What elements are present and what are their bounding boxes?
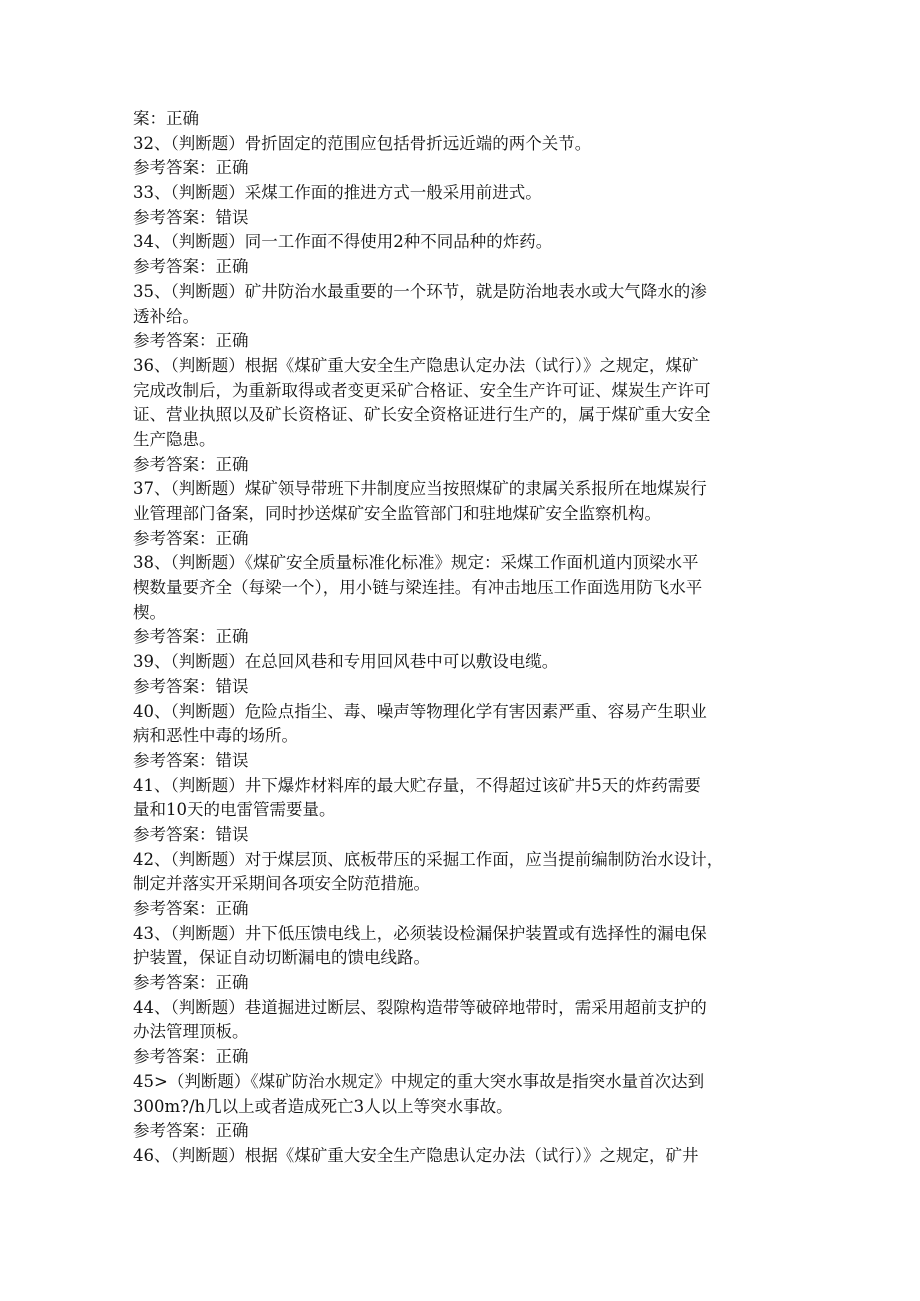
question-38-cont: 楔数量要齐全（每梁一个），用小链与梁连挂。有冲击地压工作面选用防飞水平 xyxy=(133,578,703,598)
question-38-cont: 楔。 xyxy=(133,602,166,622)
question-41: 41、（判断题）井下爆炸材料库的最大贮存量，不得超过该矿井5天的炸药需要 xyxy=(133,775,701,795)
answer-37: 参考答案：正确 xyxy=(133,528,249,548)
answer-43: 参考答案：正确 xyxy=(133,973,249,993)
question-40: 40、（判断题）危险点指尘、毒、噪声等物理化学有害因素严重、容易产生职业 xyxy=(133,701,707,721)
answer-33: 参考答案：错误 xyxy=(133,207,249,227)
question-33: 33、（判断题）采煤工作面的推进方式一般采用前进式。 xyxy=(133,183,542,203)
answer-38: 参考答案：正确 xyxy=(133,627,249,647)
question-39: 39、（判断题）在总回风巷和专用回风巷中可以敷设电缆。 xyxy=(133,652,559,672)
answer-34: 参考答案：正确 xyxy=(133,257,249,277)
question-44-cont: 办法管理顶板。 xyxy=(133,1022,249,1042)
question-37-cont: 业管理部门备案，同时抄送煤矿安全监管部门和驻地煤矿安全监察机构。 xyxy=(133,504,661,523)
answer-35: 参考答案：正确 xyxy=(133,331,249,351)
question-45-cont: 300m?/h几以上或者造成死亡3人以上等突水事故。 xyxy=(133,1096,513,1116)
question-36-cont: 生产隐患。 xyxy=(133,429,216,449)
question-42: 42、（判断题）对于煤层顶、底板带压的采掘工作面，应当提前编制防治水设计， xyxy=(133,849,724,869)
question-36-cont: 证、营业执照以及矿长资格证、矿长安全资格证进行生产的，属于煤矿重大安全 xyxy=(133,405,711,425)
question-38: 38、（判断题）《煤矿安全质量标准化标准》规定：采煤工作面机道内顶梁水平 xyxy=(133,553,699,573)
question-42-cont: 制定并落实开采期间各项安全防范措施。 xyxy=(133,874,430,894)
question-35: 35、（判断题）矿井防治水最重要的一个环节，就是防治地表水或大气降水的渗 xyxy=(133,281,707,301)
question-40-cont: 病和恶性中毒的场所。 xyxy=(133,726,298,746)
question-36: 36、（判断题）根据《煤矿重大安全生产隐患认定办法（试行）》之规定，煤矿 xyxy=(133,355,699,375)
answer-42: 参考答案：正确 xyxy=(133,899,249,918)
question-45: 45>（判断题）《煤矿防治水规定》中规定的重大突水事故是指突水量首次达到 xyxy=(133,1071,705,1091)
answer-39: 参考答案：错误 xyxy=(133,676,249,696)
answer-45: 参考答案：正确 xyxy=(133,1121,249,1141)
question-32: 32、（判断题）骨折固定的范围应包括骨折远近端的两个关节。 xyxy=(133,133,592,153)
document-page xyxy=(133,107,797,1169)
question-37: 37、（判断题）煤矿领导带班下井制度应当按照煤矿的隶属关系报所在地煤炭行 xyxy=(133,479,707,499)
answer-40: 参考答案：错误 xyxy=(133,750,249,770)
question-44: 44、（判断题）巷道掘进过断层、裂隙构造带等破碎地带时，需采用超前支护的 xyxy=(133,997,707,1017)
question-34: 34、（判断题）同一工作面不得使用2种不同品种的炸药。 xyxy=(133,232,553,252)
question-43-cont: 护装置，保证自动切断漏电的馈电线路。 xyxy=(133,948,430,968)
question-36-cont: 完成改制后，为重新取得或者变更采矿合格证、安全生产许可证、煤炭生产许可 xyxy=(133,380,711,400)
question-43: 43、（判断题）井下低压馈电线上，必须装设检漏保护装置或有选择性的漏电保 xyxy=(133,923,707,943)
question-46: 46、（判断题）根据《煤矿重大安全生产隐患认定办法（试行）》之规定，矿井 xyxy=(133,1145,699,1165)
answer-36: 参考答案：正确 xyxy=(133,454,249,474)
question-41-cont: 量和10天的电雷管需要量。 xyxy=(133,800,336,820)
answer-41: 参考答案：错误 xyxy=(133,824,249,844)
text-line: 案：正确 xyxy=(133,109,199,128)
answer-32: 参考答案：正确 xyxy=(133,158,249,178)
answer-44: 参考答案：正确 xyxy=(133,1047,249,1067)
question-35-cont: 透补给。 xyxy=(133,306,199,326)
